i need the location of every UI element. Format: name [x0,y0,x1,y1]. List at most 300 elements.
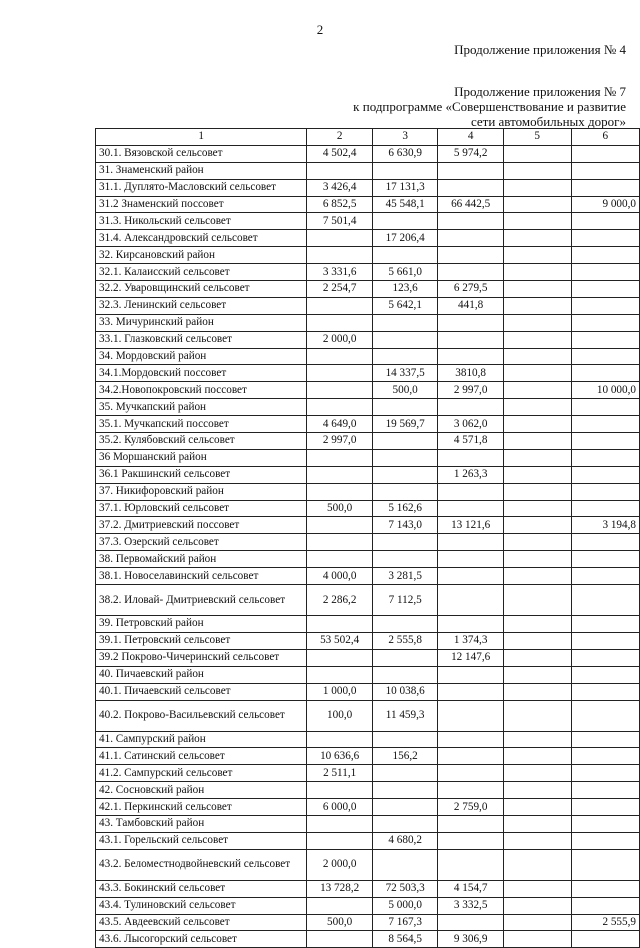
amount-cell [372,348,438,365]
municipality-name-cell: 38.1. Новоселавинский сельсовет [96,568,307,585]
amount-cell: 7 112,5 [372,585,438,616]
table-row [96,683,640,700]
table-header-row [96,129,640,146]
amount-cell: 5 642,1 [372,297,438,314]
table-row [96,314,640,331]
table-row [96,145,640,162]
table-row [96,782,640,799]
amount-cell [571,331,640,348]
amount-cell [372,782,438,799]
amount-cell [307,399,373,416]
amount-cell [307,551,373,568]
amount-cell: 2 286,2 [307,585,373,616]
table-row [96,247,640,264]
amount-cell [307,230,373,247]
amount-cell: 3 062,0 [438,416,504,433]
amount-cell [503,264,571,281]
table-row [96,179,640,196]
table-row [96,399,640,416]
amount-cell [571,449,640,466]
municipality-name-cell: 34. Мордовский район [96,348,307,365]
municipality-name-cell: 30.1. Вязовской сельсовет [96,145,307,162]
amount-cell [307,782,373,799]
table-row [96,365,640,382]
municipality-name-cell: 42. Сосновский район [96,782,307,799]
amount-cell [372,314,438,331]
table-row [96,799,640,816]
amount-cell: 10 636,6 [307,748,373,765]
table-row [96,483,640,500]
appendix-7-continuation: Продолжение приложения № 7 [454,84,626,99]
amount-cell [571,551,640,568]
table-row [96,331,640,348]
amount-cell: 11 459,3 [372,700,438,731]
amount-cell: 3 332,5 [438,897,504,914]
amount-cell [503,585,571,616]
amount-cell [571,666,640,683]
municipality-name-cell: 43.1. Горельский сельсовет [96,832,307,849]
amount-cell [503,247,571,264]
table-row [96,666,640,683]
amount-cell: 5 162,6 [372,500,438,517]
amount-cell [571,416,640,433]
table-row [96,297,640,314]
amount-cell: 4 000,0 [307,568,373,585]
subprogram-title-line-1: к подпрограмме «Совершенствование и развитие [353,99,626,114]
municipality-name-cell: 32. Кирсановский район [96,247,307,264]
amount-cell [571,849,640,880]
amount-cell [571,179,640,196]
amount-cell [503,162,571,179]
amount-cell [571,585,640,616]
amount-cell [307,731,373,748]
amount-cell [503,649,571,666]
amount-cell: 156,2 [372,748,438,765]
amount-cell [503,483,571,500]
amount-cell: 6 852,5 [307,196,373,213]
municipality-name-cell: 43.3. Бокинский сельсовет [96,880,307,897]
amount-cell [503,799,571,816]
column-header: 4 [438,129,504,146]
table-row [96,616,640,633]
amount-cell [438,815,504,832]
amount-cell [372,551,438,568]
municipality-name-cell: 41.1. Сатинский сельсовет [96,748,307,765]
table-row [96,815,640,832]
amount-cell [571,297,640,314]
amount-cell [503,748,571,765]
amount-cell [503,348,571,365]
amount-cell [307,466,373,483]
municipality-name-cell: 43.5. Авдеевский сельсовет [96,914,307,931]
table-row [96,632,640,649]
table-row [96,551,640,568]
amount-cell [438,500,504,517]
municipality-name-cell: 35. Мучкапский район [96,399,307,416]
table-row [96,649,640,666]
amount-cell [307,449,373,466]
amount-cell [571,731,640,748]
amount-cell [372,849,438,880]
column-header: 5 [503,129,571,146]
table-row [96,849,640,880]
amount-cell: 14 337,5 [372,365,438,382]
amount-cell [438,765,504,782]
amount-cell [571,799,640,816]
amount-cell [372,331,438,348]
amount-cell [503,466,571,483]
amount-cell [571,365,640,382]
municipality-name-cell: 39. Петровский район [96,616,307,633]
amount-cell [438,849,504,880]
amount-cell: 2 555,8 [372,632,438,649]
amount-cell [372,213,438,230]
table-row [96,230,640,247]
column-header: 2 [307,129,373,146]
amount-cell [503,517,571,534]
amount-cell [503,145,571,162]
municipality-name-cell: 40. Пичаевский район [96,666,307,683]
amount-cell: 123,6 [372,281,438,298]
municipality-name-cell: 41.2. Сампурский сельсовет [96,765,307,782]
amount-cell: 100,0 [307,700,373,731]
column-header: 1 [96,129,307,146]
municipality-name-cell: 33. Мичуринский район [96,314,307,331]
amount-cell [571,534,640,551]
amount-cell [571,782,640,799]
municipality-name-cell: 37.3. Озерский сельсовет [96,534,307,551]
amount-cell: 53 502,4 [307,632,373,649]
municipality-name-cell: 36 Моршанский район [96,449,307,466]
amount-cell: 19 569,7 [372,416,438,433]
amount-cell: 2 997,0 [438,382,504,399]
amount-cell: 13 728,2 [307,880,373,897]
municipality-name-cell: 31.4. Александровский сельсовет [96,230,307,247]
municipality-name-cell: 38.2. Иловай- Дмитриевский сельсовет [96,585,307,616]
amount-cell: 2 759,0 [438,799,504,816]
amount-cell [503,683,571,700]
amount-cell [503,230,571,247]
amount-cell [571,399,640,416]
table-row [96,433,640,450]
amount-cell [438,162,504,179]
table-row [96,196,640,213]
amount-cell: 10 038,6 [372,683,438,700]
municipality-name-cell: 40.2. Покрово-Васильевский сельсовет [96,700,307,731]
amount-cell [307,162,373,179]
amount-cell [438,483,504,500]
amount-cell: 4 502,4 [307,145,373,162]
municipality-name-cell: 41. Сампурский район [96,731,307,748]
table-row [96,897,640,914]
amount-cell [307,534,373,551]
table-row [96,348,640,365]
amount-cell [571,616,640,633]
amount-cell [571,500,640,517]
amount-cell [372,466,438,483]
table-row [96,382,640,399]
amount-cell [571,348,640,365]
column-header: 3 [372,129,438,146]
amount-cell [307,897,373,914]
amount-cell: 2 997,0 [307,433,373,450]
funding-table [95,128,640,948]
amount-cell [438,616,504,633]
amount-cell [571,145,640,162]
table-row [96,534,640,551]
amount-cell [438,348,504,365]
amount-cell [372,815,438,832]
municipality-name-cell: 37.2. Дмитриевский поссовет [96,517,307,534]
amount-cell [438,399,504,416]
amount-cell [307,365,373,382]
table-row [96,765,640,782]
amount-cell: 6 000,0 [307,799,373,816]
amount-cell [438,568,504,585]
amount-cell [372,616,438,633]
table-row [96,585,640,616]
amount-cell: 4 680,2 [372,832,438,849]
amount-cell [438,264,504,281]
amount-cell: 3 426,4 [307,179,373,196]
amount-cell [503,281,571,298]
table-row [96,466,640,483]
amount-cell [307,931,373,948]
amount-cell: 5 661,0 [372,264,438,281]
municipality-name-cell: 31.2 Знаменский поссовет [96,196,307,213]
amount-cell: 2 000,0 [307,331,373,348]
amount-cell: 10 000,0 [571,382,640,399]
amount-cell: 5 000,0 [372,897,438,914]
municipality-name-cell: 42.1. Перкинский сельсовет [96,799,307,816]
amount-cell [503,666,571,683]
amount-cell [438,683,504,700]
municipality-name-cell: 34.2.Новопокровский поссовет [96,382,307,399]
amount-cell: 66 442,5 [438,196,504,213]
amount-cell [571,832,640,849]
table-row [96,517,640,534]
amount-cell [503,849,571,880]
table-row [96,568,640,585]
amount-cell [503,196,571,213]
amount-cell [438,832,504,849]
amount-cell [503,880,571,897]
amount-cell [372,162,438,179]
amount-cell [307,517,373,534]
amount-cell [503,782,571,799]
table-row [96,731,640,748]
amount-cell [503,568,571,585]
amount-cell [503,815,571,832]
amount-cell [503,931,571,948]
amount-cell [372,399,438,416]
amount-cell [571,683,640,700]
table-row [96,914,640,931]
amount-cell [571,931,640,948]
amount-cell: 3 194,8 [571,517,640,534]
amount-cell [571,230,640,247]
amount-cell [503,897,571,914]
table-row [96,264,640,281]
municipality-name-cell: 38. Первомайский район [96,551,307,568]
amount-cell: 17 206,4 [372,230,438,247]
amount-cell: 17 131,3 [372,179,438,196]
amount-cell: 3 281,5 [372,568,438,585]
amount-cell [571,700,640,731]
municipality-name-cell: 39.1. Петровский сельсовет [96,632,307,649]
amount-cell: 500,0 [372,382,438,399]
amount-cell [503,433,571,450]
amount-cell: 12 147,6 [438,649,504,666]
municipality-name-cell: 40.1. Пичаевский сельсовет [96,683,307,700]
amount-cell [307,483,373,500]
amount-cell [372,433,438,450]
municipality-name-cell: 33.1. Глазковский сельсовет [96,331,307,348]
amount-cell: 1 000,0 [307,683,373,700]
amount-cell: 1 374,3 [438,632,504,649]
amount-cell [372,534,438,551]
amount-cell: 6 279,5 [438,281,504,298]
amount-cell [503,314,571,331]
amount-cell: 9 306,9 [438,931,504,948]
amount-cell [438,782,504,799]
municipality-name-cell: 43.2. Беломестнодвойневский сельсовет [96,849,307,880]
amount-cell [571,568,640,585]
amount-cell [571,247,640,264]
municipality-name-cell: 37. Никифоровский район [96,483,307,500]
amount-cell [438,551,504,568]
table-row [96,281,640,298]
municipality-name-cell: 31.3. Никольский сельсовет [96,213,307,230]
amount-cell [307,666,373,683]
amount-cell [503,416,571,433]
amount-cell [372,799,438,816]
amount-cell [503,500,571,517]
amount-cell [307,815,373,832]
amount-cell [438,213,504,230]
amount-cell: 441,8 [438,297,504,314]
amount-cell [571,314,640,331]
amount-cell [571,466,640,483]
amount-cell: 1 263,3 [438,466,504,483]
amount-cell: 7 143,0 [372,517,438,534]
amount-cell [307,297,373,314]
amount-cell: 2 555,9 [571,914,640,931]
amount-cell [307,382,373,399]
amount-cell [503,331,571,348]
municipality-name-cell: 32.1. Калаисский сельсовет [96,264,307,281]
amount-cell [571,649,640,666]
table-row [96,416,640,433]
amount-cell [503,179,571,196]
table-row [96,880,640,897]
table-row [96,700,640,731]
amount-cell: 2 511,1 [307,765,373,782]
subprogram-title-line-2: сети автомобильных дорог» [470,114,626,129]
municipality-name-cell: 32.2. Уваровщинский сельсовет [96,281,307,298]
amount-cell: 9 000,0 [571,196,640,213]
amount-cell [503,731,571,748]
amount-cell [372,247,438,264]
amount-cell [571,281,640,298]
amount-cell [503,700,571,731]
amount-cell [438,314,504,331]
amount-cell: 3 331,6 [307,264,373,281]
amount-cell [571,264,640,281]
column-header: 6 [571,129,640,146]
amount-cell [438,230,504,247]
table-row [96,931,640,948]
amount-cell [503,399,571,416]
amount-cell [503,534,571,551]
amount-cell [307,348,373,365]
amount-cell [571,632,640,649]
amount-cell [372,731,438,748]
amount-cell: 72 503,3 [372,880,438,897]
amount-cell [503,914,571,931]
amount-cell [372,483,438,500]
amount-cell: 4 571,8 [438,433,504,450]
amount-cell [307,616,373,633]
amount-cell [438,449,504,466]
amount-cell [438,748,504,765]
amount-cell [307,649,373,666]
amount-cell [438,914,504,931]
amount-cell [503,365,571,382]
amount-cell [372,449,438,466]
municipality-name-cell: 37.1. Юрловский сельсовет [96,500,307,517]
amount-cell [503,551,571,568]
municipality-name-cell: 36.1 Ракшинский сельсовет [96,466,307,483]
amount-cell: 8 564,5 [372,931,438,948]
amount-cell [571,748,640,765]
amount-cell: 7 167,3 [372,914,438,931]
table-row [96,162,640,179]
municipality-name-cell: 43.6. Лысогорский сельсовет [96,931,307,948]
amount-cell [571,815,640,832]
amount-cell [307,832,373,849]
amount-cell [372,649,438,666]
amount-cell [503,382,571,399]
amount-cell [503,632,571,649]
municipality-name-cell: 32.3. Ленинский сельсовет [96,297,307,314]
amount-cell [438,179,504,196]
table-row [96,449,640,466]
amount-cell [438,585,504,616]
amount-cell: 4 154,7 [438,880,504,897]
municipality-name-cell: 43.4. Тулиновский сельсовет [96,897,307,914]
amount-cell: 500,0 [307,500,373,517]
amount-cell [571,162,640,179]
amount-cell [571,433,640,450]
amount-cell: 13 121,6 [438,517,504,534]
municipality-name-cell: 35.2. Кулябовский сельсовет [96,433,307,450]
amount-cell [571,213,640,230]
amount-cell [571,483,640,500]
municipality-name-cell: 34.1.Мордовский поссовет [96,365,307,382]
amount-cell: 4 649,0 [307,416,373,433]
amount-cell [438,534,504,551]
table-row [96,748,640,765]
amount-cell [438,666,504,683]
amount-cell [438,331,504,348]
municipality-name-cell: 43. Тамбовский район [96,815,307,832]
amount-cell [503,213,571,230]
amount-cell: 5 974,2 [438,145,504,162]
amount-cell: 2 254,7 [307,281,373,298]
amount-cell [503,449,571,466]
table-row [96,500,640,517]
